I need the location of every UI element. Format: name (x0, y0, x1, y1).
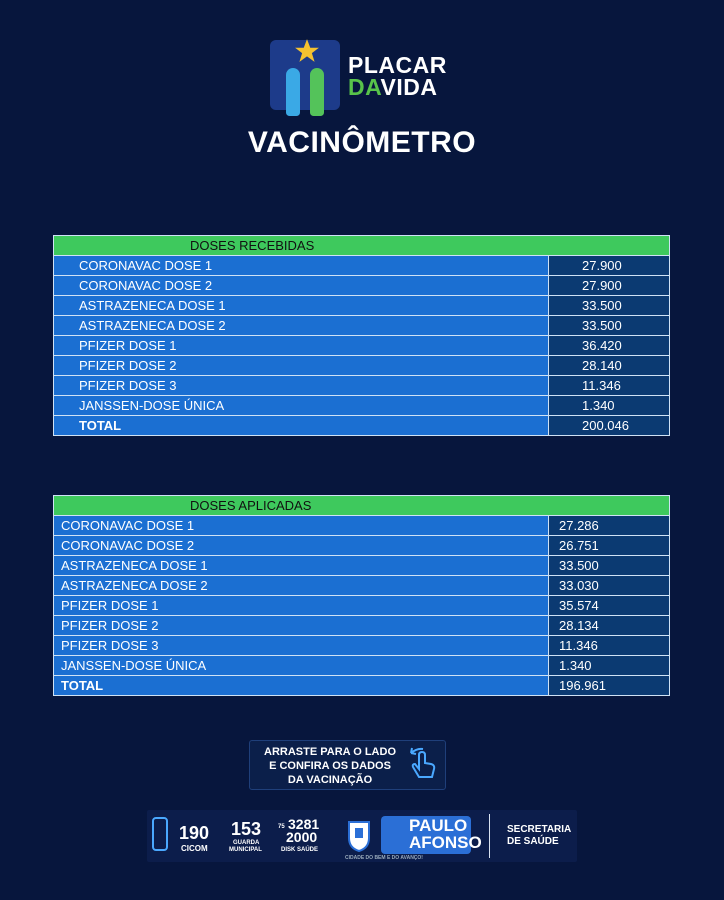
table-row (54, 296, 670, 316)
guarda-label1: GUARDA (233, 840, 260, 846)
table-row (54, 536, 670, 556)
dose-value: 27.900 (582, 278, 622, 293)
dose-name: JANSSEN-DOSE ÚNICA (79, 398, 225, 413)
table-row (54, 356, 670, 376)
table-header-row (54, 496, 670, 516)
dose-name: CORONAVAC DOSE 2 (79, 278, 213, 293)
logo-wordmark (348, 54, 447, 98)
page-title: VACINÔMETRO (247, 126, 477, 159)
secretaria-label (507, 824, 571, 848)
logo-line2-da: DA (348, 74, 381, 100)
dose-name: ASTRAZENECA DOSE 2 (61, 578, 208, 593)
dose-value: 26.751 (559, 538, 599, 553)
dose-name: PFIZER DOSE 2 (61, 618, 159, 633)
dose-value: 1.340 (582, 398, 615, 413)
city-line1: PAULO (409, 816, 468, 835)
table-header-label: DOSES APLICADAS (190, 498, 312, 513)
disk-prefix: 75 (278, 824, 285, 830)
table-row (54, 576, 670, 596)
dose-value: 27.900 (582, 258, 622, 273)
table-row (54, 656, 670, 676)
guarda-number: 153 (231, 819, 262, 839)
sec-line2: DE SAÚDE (507, 836, 559, 847)
dose-name: CORONAVAC DOSE 2 (61, 538, 195, 553)
swipe-line2: E CONFIRA OS DADOS (269, 760, 391, 772)
total-value: 200.046 (582, 418, 629, 433)
dose-name: PFIZER DOSE 1 (61, 598, 159, 613)
dose-value: 28.140 (582, 358, 622, 373)
city-tagline: CIDADE DO BEM E DO AVANÇO! (345, 855, 423, 861)
cicom-label: CICOM (181, 844, 208, 853)
swipe-hint[interactable] (249, 740, 446, 790)
green-hand-icon (310, 68, 324, 116)
table-row (54, 316, 670, 336)
dose-value: 11.346 (582, 378, 621, 393)
swipe-hand-icon (407, 747, 439, 783)
table-row (54, 276, 670, 296)
placar-da-vida-logo (268, 26, 468, 116)
table-row (54, 596, 670, 616)
dose-name: JANSSEN-DOSE ÚNICA (61, 658, 207, 673)
paulo-afonso-logo (409, 817, 482, 851)
blue-hand-icon (286, 68, 300, 116)
dose-name: CORONAVAC DOSE 1 (79, 258, 213, 273)
total-value: 196.961 (559, 678, 606, 693)
dose-value: 33.500 (582, 298, 622, 313)
dose-value: 33.500 (582, 318, 622, 333)
dose-value: 1.340 (559, 658, 592, 673)
star-icon (294, 38, 320, 64)
sec-line1: SECRETARIA (507, 824, 572, 835)
hands-logo-icon (270, 40, 340, 110)
total-row (54, 676, 670, 696)
table-row (54, 376, 670, 396)
swipe-line1: ARRASTE PARA O LADO (264, 746, 396, 758)
dose-name: PFIZER DOSE 3 (79, 378, 177, 393)
total-row (54, 416, 670, 436)
logo-line1: PLACAR (348, 52, 447, 78)
swipe-hint-text (250, 745, 410, 787)
table-row (54, 616, 670, 636)
dose-value: 27.286 (559, 518, 599, 533)
dose-name: ASTRAZENECA DOSE 1 (79, 298, 226, 313)
disk-number2: 2000 (286, 829, 318, 845)
dose-value: 36.420 (582, 338, 622, 353)
table-header-label: DOSES RECEBIDAS (190, 238, 315, 253)
table-row (54, 336, 670, 356)
doses-recebidas-table (53, 235, 670, 436)
footer-divider (489, 814, 490, 858)
swipe-line3: DA VACINAÇÃO (287, 774, 373, 786)
dose-name: PFIZER DOSE 1 (79, 338, 177, 353)
guarda-label2: MUNICIPAL (229, 847, 262, 853)
dose-value: 33.500 (559, 558, 599, 573)
table-row (54, 396, 670, 416)
dose-name: CORONAVAC DOSE 1 (61, 518, 195, 533)
table-row (54, 516, 670, 536)
logo-line2-vida: VIDA (380, 74, 438, 100)
doses-aplicadas-table (53, 495, 670, 696)
table-header-row (54, 236, 670, 256)
table-row (54, 256, 670, 276)
total-label: TOTAL (61, 678, 104, 693)
phone-icon (151, 816, 169, 852)
dose-name: ASTRAZENECA DOSE 1 (61, 558, 208, 573)
footer-banner (147, 810, 577, 862)
dose-name: PFIZER DOSE 2 (79, 358, 177, 373)
total-label: TOTAL (79, 418, 122, 433)
dose-value: 35.574 (559, 598, 599, 613)
city-line2: AFONSO (409, 833, 482, 852)
table-row (54, 556, 670, 576)
disk-label: DISK SAÚDE (281, 847, 319, 853)
dose-value: 28.134 (559, 618, 599, 633)
dose-value: 11.346 (559, 638, 598, 653)
table-row (54, 636, 670, 656)
city-crest-icon (345, 818, 373, 852)
dose-value: 33.030 (559, 578, 599, 593)
disk-number1: 3281 (288, 816, 320, 832)
dose-name: PFIZER DOSE 3 (61, 638, 159, 653)
cicom-number: 190 (179, 823, 210, 843)
dose-name: ASTRAZENECA DOSE 2 (79, 318, 226, 333)
